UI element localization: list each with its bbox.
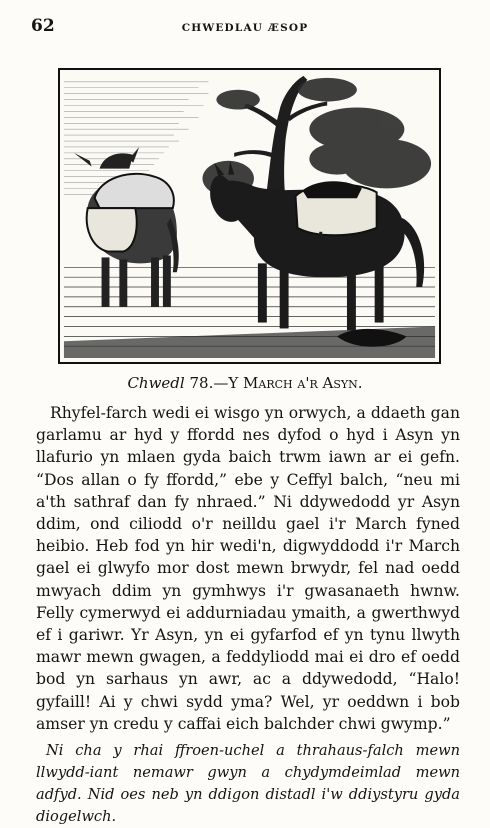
fable-paragraph: Rhyfel-farch wedi ei wisgo yn orwych, a ddaeth gan garlamu ar hyd y ffordd nes dyfod o hyd i Asyn yn llafurio yn mlaen gyda baich trwm iawn ar ei gefn. “Dos allan o fy ffordd,” ebe y Ceffyl balch, “neu mi a'th sathraf dan fy nhraed.” Ni ddywedodd yr Asyn ddim, ond ciliodd o'r neilldu gael i'r March fyned heibio. Heb fod yn hir wedi'n, digwyddodd i'r March gael ei glwyfo mor dost mewn brwydr, fel nad oedd mwyach ddim yn gymhwys i'r gwasanaeth hwnw. Felly cymerwyd ei addurniadau ymaith, a gwerthwyd ef i gariwr. Yr Asyn, yn ei gyfarfod ef yn tynu llwyth mawr mewn gwagen, a feddyliodd mai ei dro ef oedd bod yn sarhaus yn awr, ac a ddywedodd, “Halo! gyfaill! Ai y chwi sydd yma? Wel, yr oeddwn i bob amser yn credu y caffai eich balchder chwi gwymp.”	[36, 404, 460, 733]
donkey	[74, 147, 179, 307]
illustration-plate	[58, 68, 441, 364]
foliage	[202, 78, 431, 196]
caption-fable-number: 78.—	[189, 374, 229, 392]
fable-caption	[0, 374, 490, 392]
running-title: CHWEDLAU ÆSOP	[181, 22, 309, 34]
caption-fable-word: Chwedl	[127, 374, 185, 392]
fable-body	[36, 402, 460, 735]
caption-fable-title: Y March a'r Asyn.	[228, 374, 363, 392]
moral-text: Ni cha y rhai ffroen-uchel a thrahaus-falch mewn llwydd-iant nemawr gwyn a chydymdeimlad mewn adfyd. Nid oes neb yn ddigon distadl i'w ddiystyru gyda diogelwch.	[36, 742, 460, 825]
fable-moral	[36, 740, 460, 828]
woodcut-illustration	[60, 70, 439, 362]
page-number: 62	[31, 16, 55, 36]
